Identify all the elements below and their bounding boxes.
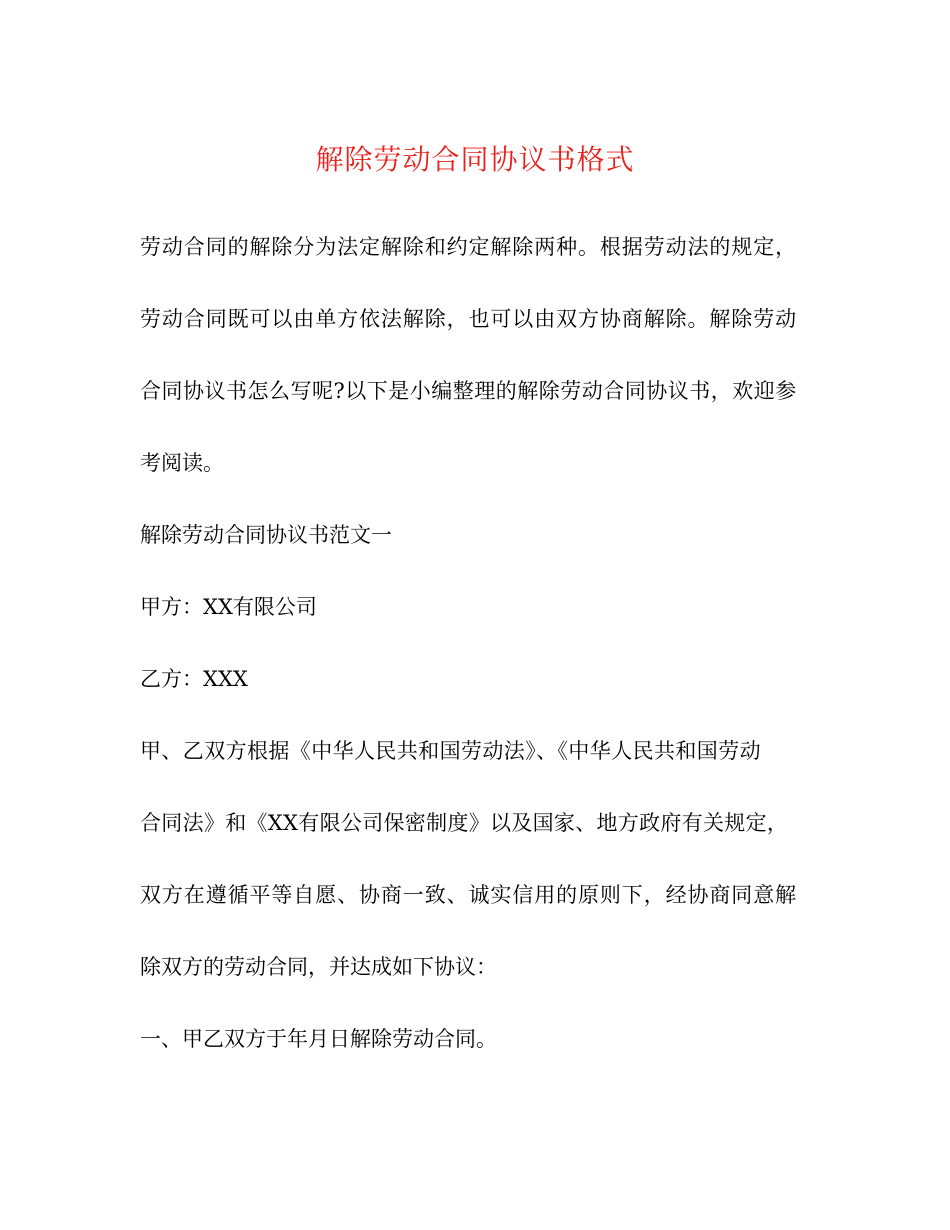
intro-line-2: 劳动合同既可以由单方依法解除，也可以由双方协商解除。解除劳动 [140,307,797,331]
agreement-line-3: 双方在遵循平等自愿、协商一致、诚实信用的原则下，经协商同意解 [140,883,797,907]
intro-line-3: 合同协议书怎么写呢?以下是小编整理的解除劳动合同协议书，欢迎参 [140,379,797,403]
clause-1: 一、甲乙双方于年月日解除劳动合同。 [140,1027,497,1051]
intro-line-1: 劳动合同的解除分为法定解除和约定解除两种。根据劳动法的规定， [140,235,797,259]
agreement-line-1: 甲、乙双方根据《中华人民共和国劳动法》、《中华人民共和国劳动 [140,739,761,763]
intro-line-4: 考阅读。 [140,451,224,475]
agreement-line-4: 除双方的劳动合同，并达成如下协议： [140,955,497,979]
party-a-line: 甲方：XX有限公司 [140,595,317,619]
agreement-line-2: 合同法》和《XX有限公司保密制度》以及国家、地方政府有关规定， [140,811,789,835]
party-b-line: 乙方：XXX [140,667,248,691]
document-title: 解除劳动合同协议书格式 [315,143,635,176]
section-heading: 解除劳动合同协议书范文一 [140,523,392,547]
